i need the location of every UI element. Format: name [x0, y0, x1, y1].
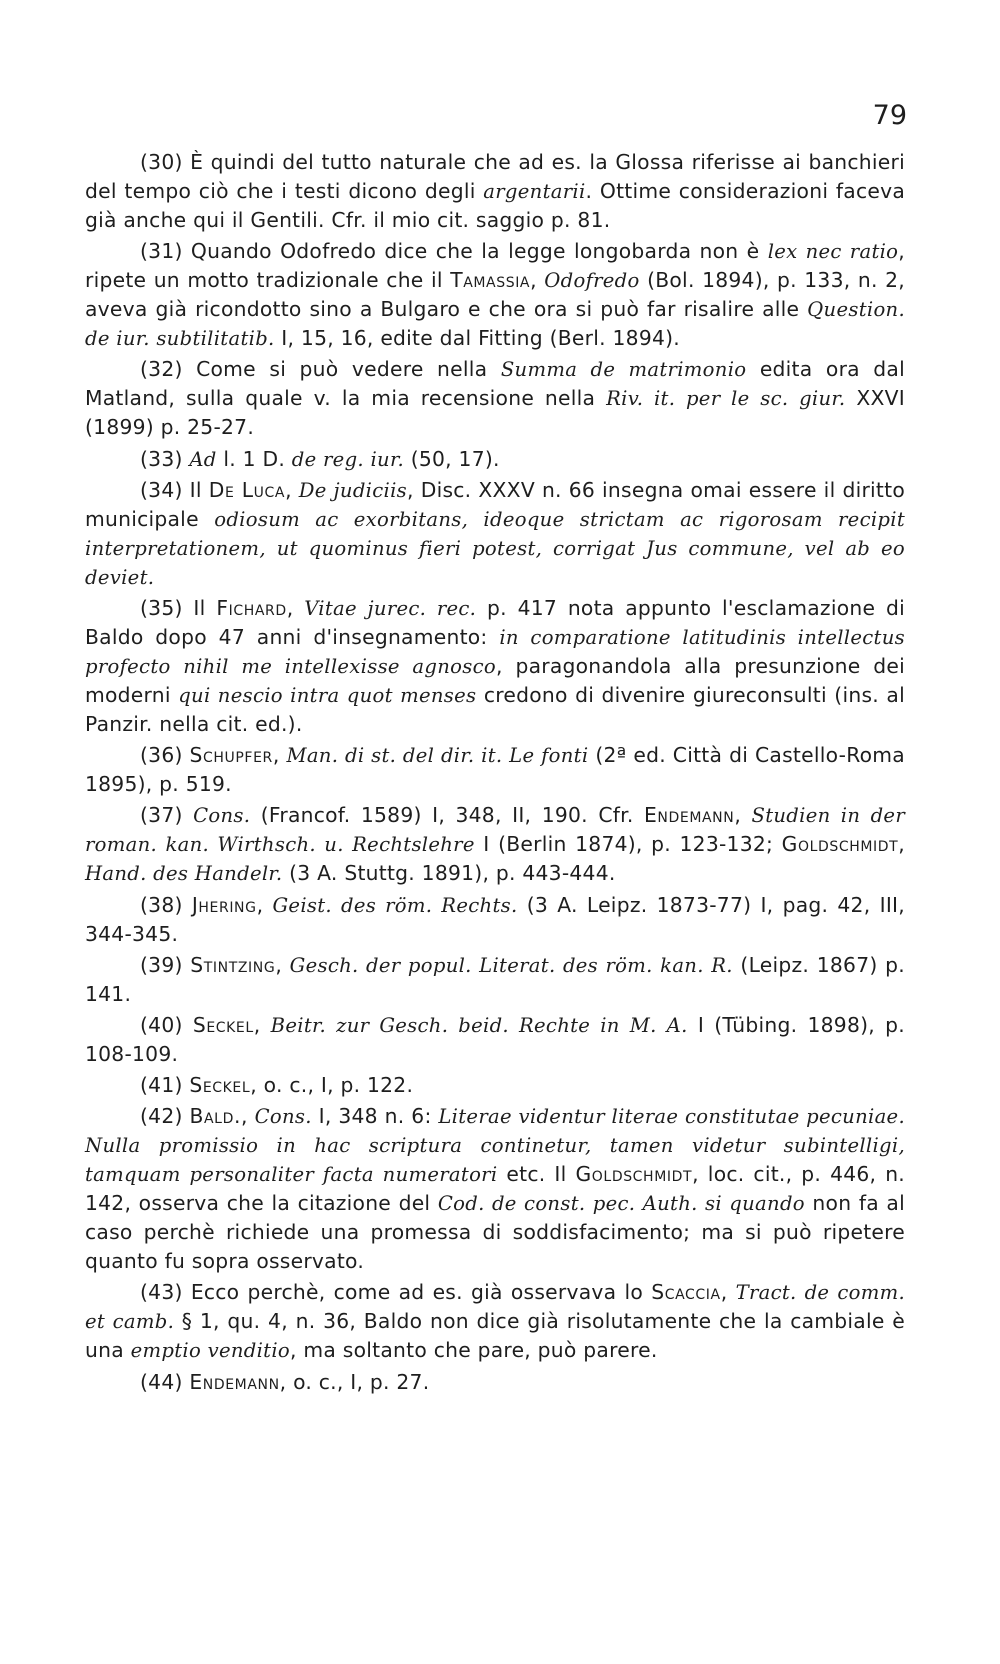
footnote-text: È quindi del tutto naturale che ad es. la Glossa riferisse ai banchieri del tempo ciò che i testi dicono degli: [85, 150, 905, 203]
footnote-text: ,: [275, 952, 290, 977]
italic-citation: Ad: [189, 447, 217, 471]
author-name: Schupfer: [189, 743, 273, 768]
footnote-text: [183, 893, 192, 917]
italic-citation: in comparatione latitudinis intellectus profecto nihil me intellexisse agnosco: [85, 625, 905, 678]
footnote-text: Il: [182, 595, 217, 620]
footnote: [85, 476, 905, 592]
page: [85, 100, 905, 1399]
italic-citation: Riv. it. per le sc. giur.: [606, 387, 846, 411]
footnote-text: (2ª ed. Città di Castello-Roma 1895), p. 519.: [85, 743, 905, 797]
footnote-number: (30): [140, 150, 183, 174]
author-name: Tamassia: [450, 268, 531, 293]
footnote-number: (40): [140, 1012, 183, 1037]
footnote-text: ,: [530, 268, 545, 293]
footnote-text: (50, 17).: [404, 446, 500, 471]
author-name: Endemann: [189, 1369, 280, 1394]
footnote-text: ,: [253, 1012, 271, 1037]
footnote: [85, 594, 905, 739]
author-name: Seckel: [192, 1012, 254, 1037]
footnote: [85, 237, 905, 353]
footnote: [85, 1011, 905, 1069]
footnote-text: edita ora dal Matland, sulla quale v. la mia recensione nella: [85, 357, 905, 411]
italic-citation: Cons.: [254, 1105, 312, 1129]
footnote-text: , o. c., I, p. 27.: [279, 1369, 430, 1394]
footnote-text: I (Tübing. 1898), p. 108-109.: [85, 1012, 905, 1066]
italic-citation: de reg. iur.: [291, 447, 404, 471]
footnote-number: (42): [140, 1104, 183, 1129]
footnote-text: p. 417 nota appunto l'esclamazione di Baldo dopo 47 anni d'insegnamento:: [85, 595, 905, 649]
footnote-number: (32): [140, 357, 183, 382]
footnote-text: Ecco perchè, come ad es. già osservava lo: [182, 1280, 652, 1305]
footnote-text: Quando Odofredo dice che la legge longobarda non è: [182, 239, 768, 264]
author-name: Stintzing: [190, 952, 276, 977]
footnote-text: ,: [898, 832, 905, 857]
footnote-text: . Ottime considerazioni faceva già anche qui il Gentili. Cfr. il mio cit. saggio p. 81.: [85, 179, 906, 232]
footnote-number: (34): [140, 477, 183, 502]
footnote-number: (36): [140, 743, 183, 768]
footnote-text: Il: [182, 477, 209, 502]
italic-citation: Cons.: [193, 804, 251, 828]
author-name: De Luca: [208, 477, 286, 502]
footnote-text: (3 A. Stuttg. 1891), p. 443-444.: [282, 861, 616, 886]
author-name: Seckel: [189, 1073, 251, 1098]
footnote-number: (43): [140, 1280, 183, 1305]
footnote-text: , ma soltanto che pare, può parere.: [290, 1338, 658, 1363]
footnote-text: (Leipz. 1867) p. 141.: [85, 952, 905, 1006]
footnote-text: XXVI (1899) p. 25-27.: [85, 386, 905, 440]
footnote-text: [183, 743, 190, 767]
footnote-text: [183, 803, 193, 827]
italic-citation: Man. di st. del dir. it. Le fonti: [286, 744, 589, 768]
footnote-text: etc. Il: [497, 1162, 576, 1187]
italic-citation: Gesch. der popul. Literat. des röm. kan. R.: [289, 953, 733, 977]
footnote: [85, 445, 905, 474]
footnote-text: credono di divenire giureconsulti (ins. al Panzir. nella cit. ed.).: [85, 682, 905, 736]
footnote-text: I, 348 n. 6:: [311, 1104, 439, 1129]
footnote-number: (37): [140, 803, 183, 828]
author-name: Jhering: [191, 892, 257, 917]
page-number: 79: [872, 100, 907, 131]
italic-citation: emptio venditio: [130, 1339, 291, 1363]
italic-citation: Tract. de comm. et camb.: [85, 1281, 905, 1334]
footnote-text: ,: [285, 477, 299, 502]
footnote-text: non fa al caso perchè richiede una promessa di soddisfacimento; ma si può ripetere quanto fu sopra osservato.: [85, 1191, 905, 1274]
footnote-text: § 1, qu. 4, n. 36, Baldo non dice già risolutamente che la cambiale è una: [85, 1309, 906, 1363]
footnote-text: I, 15, 16, edite dal Fitting (Berl. 1894).: [274, 326, 680, 351]
footnote-text: [183, 1013, 193, 1037]
italic-citation: Literae videntur literae constitutae pecuniae. Nulla promissio in hac scriptura continetur, tamen videtur subintelligi, tamquam personaliter facta numeratori: [85, 1105, 905, 1187]
italic-citation: Cod. de const. pec. Auth. si quando: [437, 1192, 805, 1216]
footnote-text: (Bol. 1894), p. 133, n. 2, aveva già ricondotto sino a Bulgaro e che ora si può far risalire alle: [85, 268, 905, 322]
footnote: [85, 1368, 905, 1397]
italic-citation: argentarii: [483, 180, 586, 203]
italic-citation: Odofredo: [544, 269, 640, 293]
footnote: [85, 1102, 905, 1276]
footnote-text: (3 A. Leipz. 1873-77) I, pag. 42, III, 344-345.: [85, 892, 905, 946]
italic-citation: Question. de iur. subtilitatib.: [85, 298, 905, 351]
footnote: [85, 891, 905, 949]
footnote: [85, 355, 905, 442]
footnote-text: Come si può vedere nella: [182, 357, 501, 382]
footnote-text: , loc. cit., p. 446, n. 142, osserva che la citazione del: [85, 1162, 905, 1216]
footnote-text: ,: [256, 892, 273, 917]
footnote-text: I (Berlin 1874), p. 123-132;: [474, 832, 782, 857]
footnote-text: ,: [286, 595, 305, 620]
author-name: Goldschmidt: [575, 1162, 693, 1187]
italic-citation: lex nec ratio: [767, 240, 899, 264]
author-name: Goldschmidt: [781, 832, 899, 857]
author-name: Bald.: [189, 1104, 242, 1129]
footnote-text: ,: [734, 803, 752, 828]
italic-citation: odiosum ac exorbitans, ideoque strictam ac rigorosam recipit interpretationem, ut quominus fieri potest, corrigat Jus commune, vel ab eo deviet.: [85, 507, 905, 589]
author-name: Fichard: [216, 595, 287, 620]
footnote-number: (44): [140, 1369, 183, 1394]
italic-citation: Vitae jurec. rec.: [304, 596, 477, 620]
italic-citation: Beitr. zur Gesch. beid. Rechte in M. A.: [270, 1013, 688, 1037]
footnote-text: , paragonandola alla presunzione dei moderni: [85, 653, 905, 707]
footnote-number: (39): [140, 952, 183, 977]
footnote-text: , o. c., I, p. 122.: [250, 1073, 414, 1098]
italic-citation: Geist. des röm. Rechts.: [272, 893, 518, 917]
footnote-number: (35): [140, 595, 183, 620]
footnote-number: (31): [140, 239, 183, 264]
footnote-number: (41): [140, 1073, 183, 1098]
author-name: Endemann: [644, 803, 735, 828]
footnote-number: (38): [140, 892, 183, 917]
footnote-text: (Francof. 1589) I, 348, II, 190. Cfr.: [250, 803, 644, 828]
footnotes: [85, 148, 905, 1397]
italic-citation: Studien in der roman. kan. Wirthsch. u. Rechtslehre: [85, 804, 905, 857]
footnote: [85, 741, 905, 799]
footnote: [85, 1071, 905, 1100]
footnote-text: ,: [241, 1104, 255, 1129]
italic-citation: Hand. des Handelr.: [85, 862, 283, 886]
footnote-number: (33): [140, 446, 183, 471]
italic-citation: De judiciis: [298, 478, 408, 502]
footnote: [85, 951, 905, 1009]
author-name: Scaccia: [651, 1280, 721, 1305]
footnote-text: , ripete un motto tradizionale che il: [85, 239, 905, 293]
footnote-text: ,: [272, 743, 287, 768]
footnote: [85, 148, 905, 235]
footnote: [85, 801, 905, 888]
italic-citation: qui nescio intra quot menses: [178, 683, 477, 707]
footnote: [85, 1278, 905, 1365]
footnote-text: , Disc. XXXV n. 66 insegna omai essere il diritto municipale: [85, 477, 905, 531]
italic-citation: Summa de matrimonio: [500, 358, 747, 382]
footnote-text: ,: [720, 1280, 736, 1305]
footnote-text: l. 1 D.: [216, 446, 292, 471]
